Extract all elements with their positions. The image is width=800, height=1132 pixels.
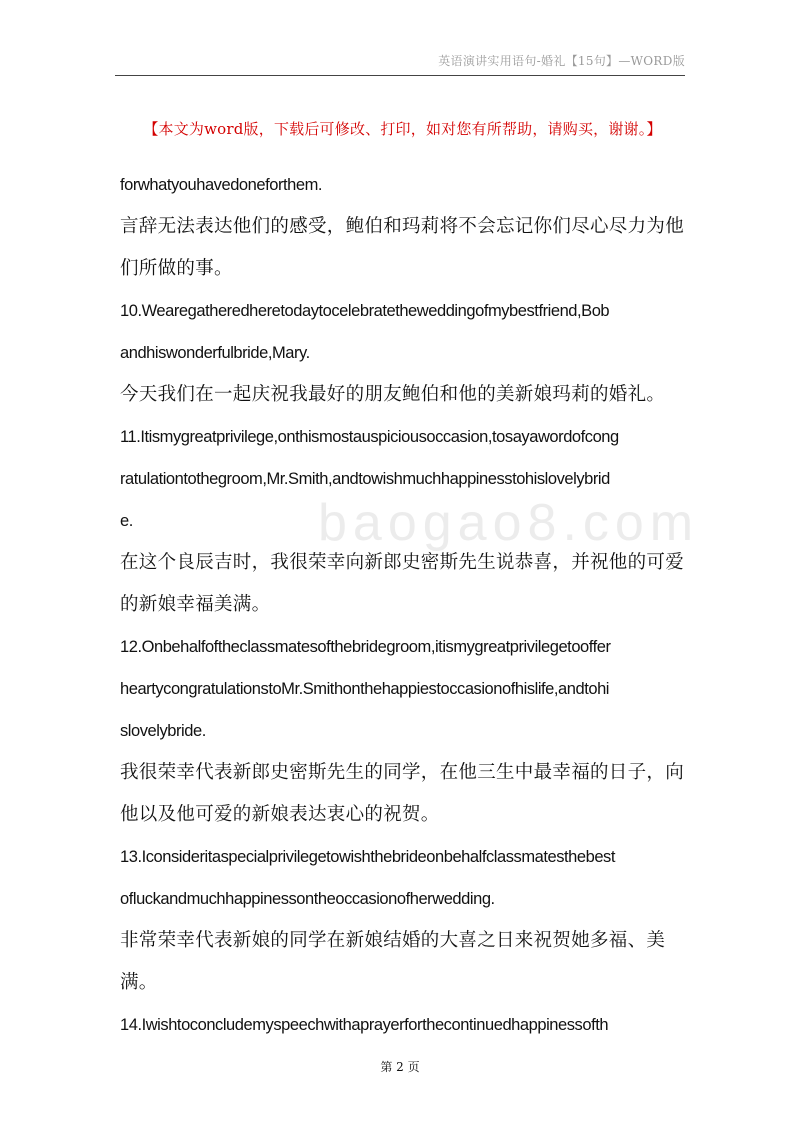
english-text-line: 10.Wearegatheredheretodaytocelebratetheweddingofmybestfriend,Bob <box>120 302 610 320</box>
purchase-notice: 【本文为word版，下载后可修改、打印，如对您有所帮助，请购买，谢谢。】 <box>143 120 662 138</box>
page-header: 英语演讲实用语句-婚礼【15句】—WORD版 <box>438 54 685 68</box>
english-text-line: ratulationtothegroom,Mr.Smith,andtowishmuchhappinesstohislovelybrid <box>120 470 610 488</box>
chinese-text-line: 满。 <box>120 972 158 993</box>
chinese-text-line: 在这个良辰吉时，我很荣幸向新郎史密斯先生说恭喜，并祝他的可爱 <box>120 552 685 573</box>
english-text-line: heartycongratulationstoMr.Smithonthehappiestoccasionofhislife,andtohi <box>120 680 610 698</box>
chinese-text-line: 的新娘幸福美满。 <box>120 594 271 615</box>
chinese-text-line: 我很荣幸代表新郎史密斯先生的同学，在他三生中最幸福的日子，向 <box>120 762 685 783</box>
document-body <box>120 164 684 1046</box>
chinese-text-line: 们所做的事。 <box>120 258 233 279</box>
english-text-line: 13.Iconsideritaspecialprivilegetowishthebrideonbehalfclassmatesthebest <box>120 848 615 866</box>
english-text-line: andhiswonderfulbride,Mary. <box>120 344 310 362</box>
header-divider <box>115 75 685 76</box>
page-number: 第 2 页 <box>380 1060 420 1074</box>
english-text-line: 12.Onbehalfoftheclassmatesofthebridegroom,itismygreatprivilegetooffer <box>120 638 611 656</box>
english-text-line: 11.Itismygreatprivilege,onthismostauspiciousoccasion,tosayawordofcong <box>120 428 619 446</box>
english-text-line: e. <box>120 512 133 530</box>
watermark: baogao8.com <box>318 494 700 552</box>
english-text-line: forwhatyouhavedoneforthem. <box>120 176 323 194</box>
english-text-line: ofluckandmuchhappinessontheoccasionofherwedding. <box>120 890 495 908</box>
chinese-text-line: 言辞无法表达他们的感受，鲍伯和玛莉将不会忘记你们尽心尽力为他 <box>120 216 685 237</box>
english-text-line: 14.Iwishtoconcludemyspeechwithaprayerforthecontinuedhappinessofth <box>120 1016 609 1034</box>
chinese-text-line: 今天我们在一起庆祝我最好的朋友鲍伯和他的美新娘玛莉的婚礼。 <box>120 384 666 405</box>
chinese-text-line: 他以及他可爱的新娘表达衷心的祝贺。 <box>120 804 440 825</box>
chinese-text-line: 非常荣幸代表新娘的同学在新娘结婚的大喜之日来祝贺她多福、美 <box>120 930 666 951</box>
english-text-line: slovelybride. <box>120 722 206 740</box>
